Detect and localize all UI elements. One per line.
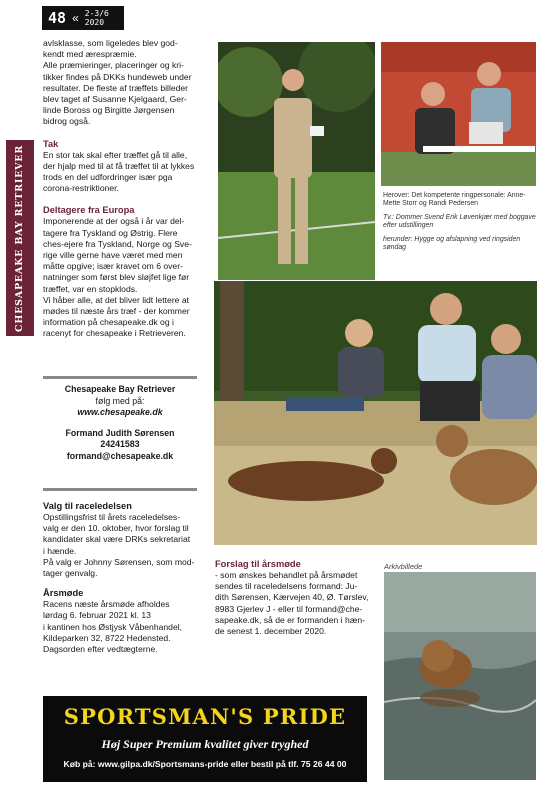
ringside-photo [214, 281, 537, 545]
valg-heading: Valg til raceledelsen [43, 501, 132, 511]
contact-box [43, 384, 197, 463]
section-tab [6, 140, 34, 336]
caption-ringside: herunder: Hygge og afslapning ved ringsiden søndag [383, 235, 521, 252]
contact-follow: følg med på: [95, 395, 145, 406]
ad-buy-line[interactable]: Køb på: www.gilpa.dk/Sportsmans-pride eller bestil på tlf. 75 26 44 00 [63, 759, 347, 769]
section-tab-label: CHESAPEAKE BAY RETRIEVER [14, 144, 26, 332]
photo-captions [383, 192, 539, 257]
divider [43, 376, 197, 379]
left-column [43, 38, 203, 340]
europa-line: mødes til næste års træf - der kommer [43, 306, 190, 317]
europa-line: information på chesapeake.dk og i [43, 317, 174, 328]
valg-line: På valg er Johnny Sørensen, som mod- [43, 556, 195, 567]
intro-line: blev taget af Susanne Kjelgaard, Ger- [43, 94, 187, 105]
lower-left-column [43, 500, 203, 655]
forslag-line: sapeake.dk, så de er formanden i hæn- [215, 614, 366, 625]
aarsmode-heading: Årsmøde [43, 588, 84, 599]
valg-line: valg er den 10. oktober, hvor forslag til [43, 523, 189, 534]
aarsmode-line: Dagsorden efter vedtægterne. [43, 644, 158, 655]
chair-email[interactable]: formand@chesapeake.dk [66, 450, 174, 461]
intro-line: Alle præmieringer, placeringer og kri- [43, 60, 184, 71]
aarsmode-line: lørdag 6. februar 2021 kl. 13 [43, 610, 151, 621]
chair-name: Formand Judith Sørensen [65, 427, 175, 438]
tak-line: trods en del udfordringer især pga [43, 172, 173, 183]
aarsmode-line: Kildeparken 32, 8722 Hedensted. [43, 632, 171, 643]
valg-line: i hænde. [43, 545, 77, 556]
europa-line: ches-ejere fra Tyskland, Norge og Sve- [43, 238, 192, 249]
forslag-line: - som ønskes behandlet på årsmødet [215, 570, 358, 580]
issue-label: 2-3/6 2020 [84, 9, 109, 27]
intro-line: bidrog også. [43, 116, 91, 127]
valg-line: Opstillingsfrist til årets raceledelses- [43, 512, 181, 522]
arrow-icon: « [72, 11, 79, 25]
europa-line: Vi håber alle, at det bliver lidt lettere at [43, 294, 190, 305]
page-number: 48 [48, 9, 67, 27]
valg-line: tager genvalg. [43, 568, 98, 579]
sportsmans-pride-ad[interactable] [43, 696, 367, 782]
forslag-line: sendes til raceledelsens formand: Ju- [215, 581, 358, 592]
forslag-line: 8983 Gjerlev J - eller til formand@che- [215, 603, 363, 614]
aarsmode-line: Racens næste årsmøde afholdes [43, 599, 170, 610]
caption-judge: Tv.: Dommer Svend Erik Løvenkjær med boggave efter udstillingen [383, 213, 536, 230]
tak-line: corona-restriktioner. [43, 183, 119, 194]
aarsmode-line: i kantinen hos Østjysk Våbenhandel, [43, 621, 183, 632]
intro-line: tikker findes på DKKs hundeweb under [43, 71, 192, 82]
tak-heading: Tak [43, 138, 59, 149]
forslag-section [215, 558, 373, 637]
website-link[interactable]: www.chesapeake.dk [77, 407, 163, 418]
tak-line: der hjalp med til at få træffet til at lykkes [43, 160, 195, 171]
valg-line: kandidater skal være DRKs sekretariat [43, 534, 191, 545]
page-header [42, 6, 124, 30]
europa-line: racenyt for chesapeake i Retrieveren. [43, 328, 186, 339]
forslag-heading: Forslag til årsmøde [215, 559, 301, 569]
archive-label: Arkivbillede [384, 562, 423, 571]
forslag-line: de senest 1. december 2020. [215, 626, 327, 637]
europa-line: rige ville gerne have været med men [43, 250, 183, 261]
ring-staff-photo [381, 42, 536, 186]
divider [43, 488, 197, 491]
europa-line: måtte opgive; især kravet om 6 over- [43, 261, 183, 272]
europa-heading: Deltagere fra Europa [43, 205, 135, 216]
intro-line: avlsklasse, som ligeledes blev god- [43, 38, 178, 48]
europa-line: tagere fra Tyskland og Østrig. Flere [43, 227, 178, 238]
europa-line: natninger som først blev sløjfet lige før [43, 272, 190, 283]
contact-title: Chesapeake Bay Retriever [64, 384, 176, 394]
intro-line: kendt med ærespræmie. [43, 49, 137, 60]
intro-line: linde Boross og Birgitte Jørgensen [43, 105, 175, 116]
tak-line: En stor tak skal efter træffet gå til alle, [43, 149, 188, 160]
archive-photo [384, 572, 536, 780]
ad-tagline: Høj Super Premium kvalitet giver tryghed [101, 737, 309, 751]
chair-phone: 24241583 [100, 439, 140, 450]
intro-line: resultater. De fleste af træffets billeder [43, 82, 189, 93]
europa-line: træffet, var en stopklods. [43, 283, 138, 294]
europa-line: Imponerende at der også i år var del- [43, 216, 185, 227]
forslag-line: dith Sørensen, Kærvejen 40, Ø. Tørslev, [215, 592, 369, 603]
caption-ring-staff: Herover: Det kompetente ringpersonale: Anne-Mette Storr og Randi Pedersen [383, 192, 526, 208]
judge-photo [218, 42, 375, 280]
ad-brand: SPORTSMAN'S PRIDE [63, 704, 347, 729]
